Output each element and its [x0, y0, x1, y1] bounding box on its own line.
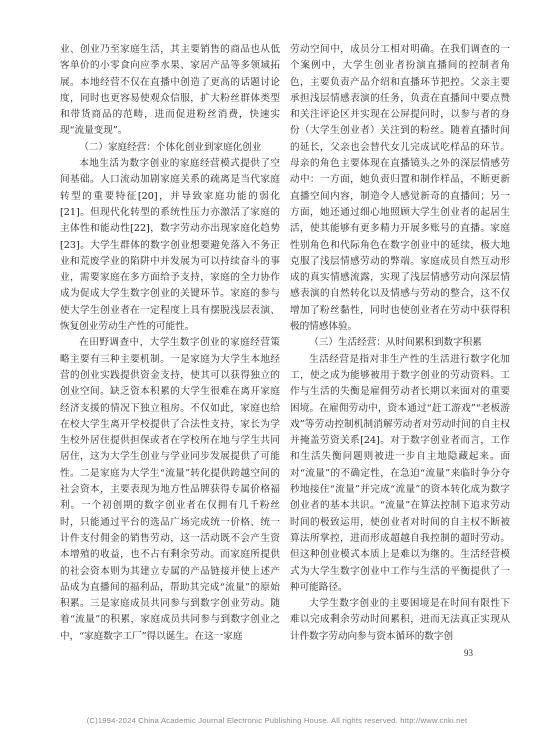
- paragraph: 在田野调查中，大学生数字创业的家庭经营策略主要有三种主要机制。一是家庭为大学生本地经营的创业实践提供资金支持，使其可以获得独立的创业空间。缺乏资本积累的大学生很难在离开家庭经济支援的情况下独立租房。不仅如此，家庭也给在校大学生离开学校提供了合法性支持，家长为学生校外居住提供担保或者在学校所在地与学生共同居住，这为大学生创业与学业同步发展提供了可能性。二是家庭为大学生“流量”转化提供跨越空间的社会资本，主要表现为地方性品牌获得专属价格福利。一个初创期的数字创业者在仅拥有几千粉丝时，只能通过平台的选品广场完成统一价格、统一计件支付佣金的销售劳动，这一活动既不会产生资本增殖的收益，也不占有剩余劳动。而家庭所提供的社会资本则为其建立专属的产品链接并使上述产品成为直播间的福利品，帮助其完成“流量”的原始积累。三是家庭成员共同参与到数字创业劳动。随着“流量”的积累，家庭成员共同参与到数字创业之中，“家庭数字工厂”得以诞生。在这一家庭: [60, 337, 280, 642]
- paragraph: 大学生数字创业的主要困境是在时间有限性下难以完成剩余劳动时间累积，进而无法真正实现从计件数字劳动向参与资本循环的数字创: [290, 598, 510, 642]
- paragraph: 生活经营是指对非生产性的生活进行数字化加工，使之成为能够被用于数字创业的劳动资料。工作与生活的失衡是雇佣劳动者长期以来面对的重要困境。在雇佣劳动中，资本通过“赶工游戏”“老板游戏”等劳动控制机制消解劳动者对劳动时间的自主权并掩盖劳资关系[24]。对于数字创业者而言，工作和生活失衡问题则被进一步自主地隐藏起来。面对“流量”的不确定性，在急迫“流量”来临时争分夺秒地接住“流量”并完成“流量”的资本转化成为数字创业者的基本共识。“流量”在算法控制下追求劳动时间的极致运用，使创业者对时间的自主权不断被算法所掌控，进而形成超越自我控制的超时劳动。但这种创业模式本质上是难以为继的。生活经营模式为大学生数字创业中工作与生活的平衡提供了一种可能路径。: [290, 353, 510, 593]
- paragraph: 本地生活为数字创业的家庭经营模式提供了空间基础。人口流动加剧家庭关系的疏离是当代家庭转型的重要特征[20]，并导致家庭功能的弱化[21]。但现代化转型的系统性压力亦激活了家庭的主体性和能动性[22]，数字劳动亦出现家庭化趋势[23]。大学生群体的数字创业想要避免落入不务正业和荒废学业的陷阱中并发展为可以持续奋斗的事业，需要家庭在多方面给予支持，家庭的全力协作成为促成大学生数字创业的关键环节。家庭的参与使大学生创业者在一定程度上具有摆脱浅层表演、恢复创业劳动生产性的可能性。: [60, 158, 280, 333]
- section-heading: （三）生活经营：从时间累积到数字积累: [309, 337, 482, 349]
- paragraph: 业、创业乃至家庭生活，其主要销售的商品也从低客单价的小零食向应季水果、家居产品等多领域拓展。本地经营不仅在直播中创造了更高的话题讨论度，同时也更容易使观众信服，扩大粉丝群体类型和带货商品的范畴，进而促进粉丝消费，快速实现“流量变现”。: [60, 44, 280, 137]
- section-heading: （二）家庭经营：个体化创业到家庭化创业: [79, 141, 262, 153]
- right-column: [290, 42, 510, 645]
- paragraph: 劳动空间中，成员分工相对明确。在我们调查的一个案例中，大学生创业者扮演直播间的控制者角色，主要负责产品介绍和直播环节把控。父亲主要承担浅层情感表演的任务，负责在直播间中要点赞和关注评论区并实现在公屏提问时，以参与者的身份（大学生创业者）关注到的粉丝。随着直播时间的延长，父亲也会替代女儿完成试吃样品的环节。母亲的角色主要体现在直播镜头之外的深层情感劳动中：一方面，她负责归置和制作样品，不断更新直播空间内容，制造令人感觉新奇的直播间；另一方面，她还通过细心地照顾大学生创业者的起居生活，使其能够有更多精力开展多账号的直播。家庭性别角色和代际角色在数字创业中的延续，极大地克服了浅层情感劳动的弊端。家庭成员自然互动形成的真实情感流露，实现了浅层情感劳动向深层情感表演的自然转化以及情感与劳动的整合，这不仅增加了粉丝黏性，同时也使创业者在劳动中获得积极的情感体验。: [290, 44, 510, 333]
- copyright-footer: (C)1994-2024 China Academic Journal Electronic Publishing House. All rights reserved. http://www.cnki.net: [86, 716, 468, 725]
- left-column: [60, 42, 280, 645]
- page-number: 93: [464, 648, 473, 658]
